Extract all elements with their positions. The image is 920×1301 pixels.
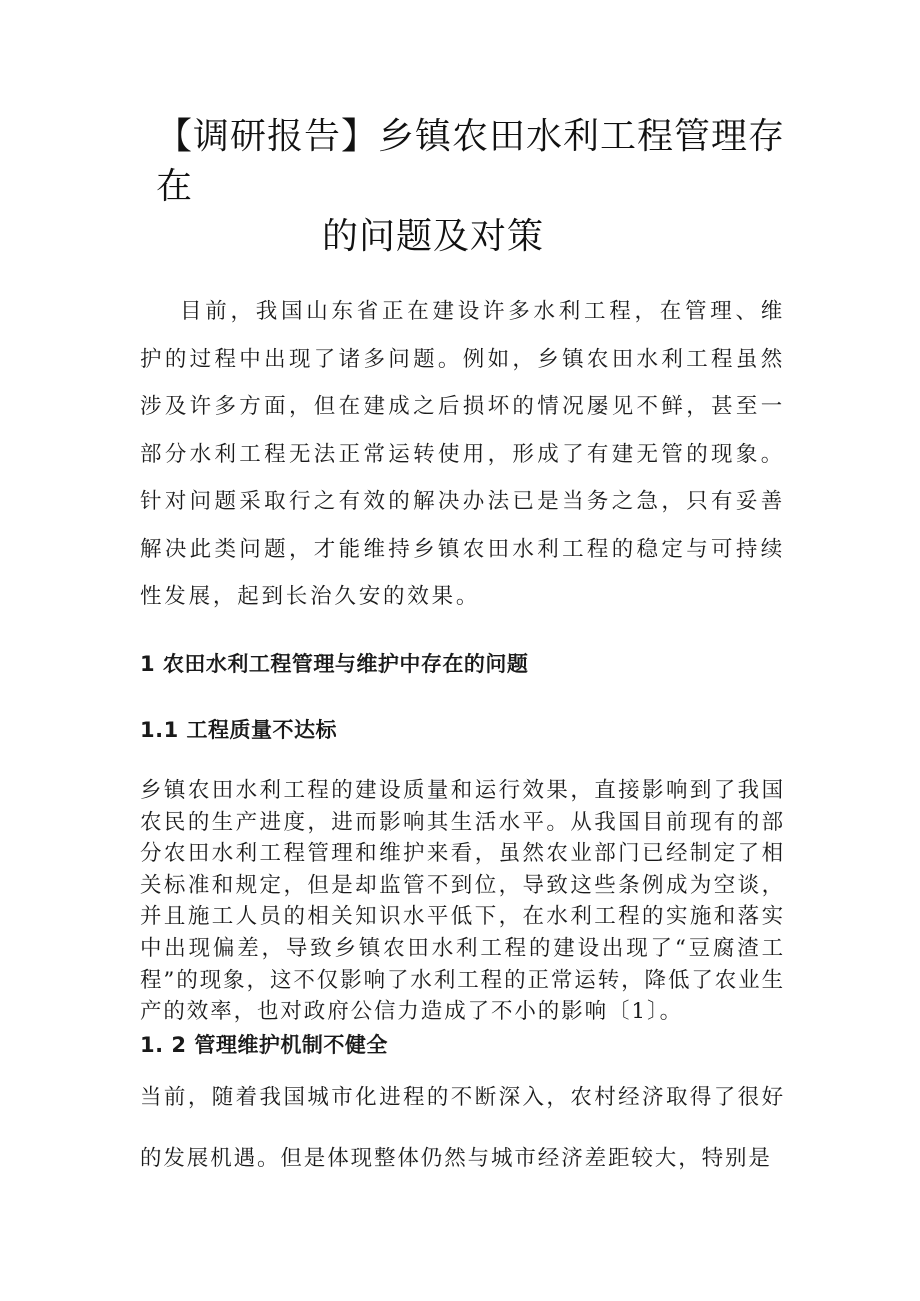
section-1-1-heading: 1.1 工程质量不达标 <box>140 718 338 742</box>
section-1-2-heading: 1. 2 管理维护机制不健全 <box>140 1033 388 1057</box>
section-1-2-paragraph: 当前，随着我国城市化进程的不断深入，农村经济取得了很好的发展机遇。但是体现整体仍然与城市经济差距较大，特别是 <box>140 1085 785 1171</box>
document-title <box>140 112 800 262</box>
title-line-1: 【调研报告】乡镇农田水利工程管理存在 <box>156 116 786 207</box>
section-1-heading: 1 农田水利工程管理与维护中存在的问题 <box>140 652 529 676</box>
title-line-2: 的问题及对策 <box>322 216 545 257</box>
intro-paragraph: 目前，我国山东省正在建设许多水利工程，在管理、维护的过程中出现了诸多问题。例如，乡镇农田水利工程虽然涉及许多方面，但在建成之后损坏的情况屡见不鲜，甚至一部分水利工程无法正常运转使用，形成了有建无管的现象。针对问题采取行之有效的解决办法已是当务之急，只有妥善解决此类问题，才能维持乡镇农田水利工程的稳定与可持续性发展，起到长治久安的效果。 <box>140 299 785 609</box>
section-1-1-paragraph: 乡镇农田水利工程的建设质量和运行效果，直接影响到了我国农民的生产进度，进而影响其生活水平。从我国目前现有的部分农田水利工程管理和维护来看，虽然农业部门已经制定了相关标准和规定，但是却监管不到位，导致这些条例成为空谈，并且施工人员的相关知识水平低下，在水利工程的实施和落实中出现偏差，导致乡镇农田水利工程的建设出现了“豆腐渣工程”的现象，这不仅影响了水利工程的正常运转，降低了农业生产的效率，也对政府公信力造成了不小的影响〔1〕。 <box>140 778 785 1025</box>
